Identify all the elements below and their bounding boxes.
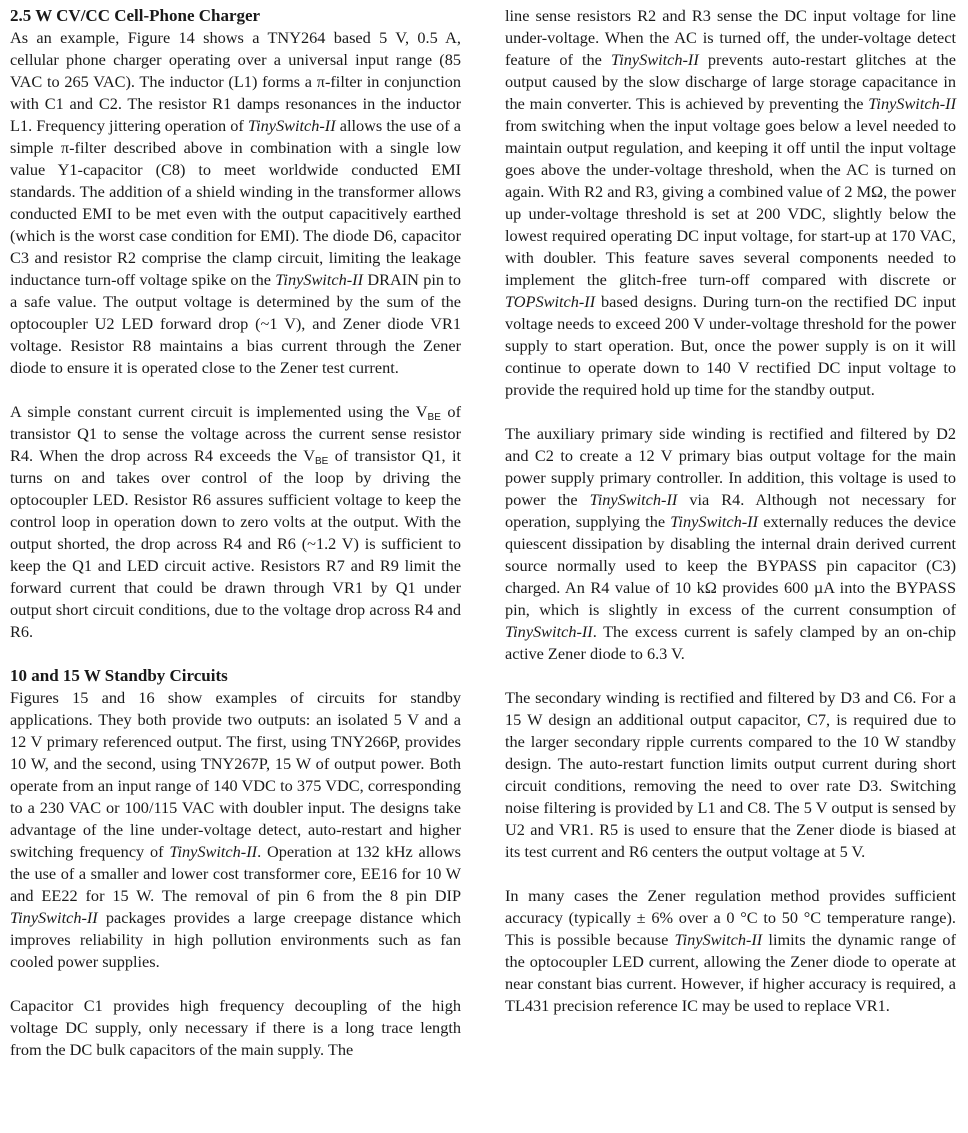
text-run: externally reduces the device quiescent dissipation by disabling the internal drain derived current source normally used to keep the BYPASS pin capacitor (C3) charged. An R4 value of 10 kΩ provides 600 µA into the BYPASS pin, which is slightly in excess of the current consumption of [505, 512, 957, 619]
text-run: A simple constant current circuit is implemented using the V [10, 402, 428, 421]
text-run: Figures 15 and 16 show examples of circuits for standby applications. They both provide two outputs: an isolated 5 V and a 12 V primary referenced output. The first, using TNY266P, provides 10 W, and the second, using TNY267P, 15 W of output power. Both operate from an input range of 140 VDC to 375 VDC, corresponding to a 230 VAC or 100/115 VAC with doubler input. The designs take advantage of the line under-voltage detect, auto-restart and higher switching frequency of [10, 688, 461, 861]
italic-term: TinySwitch-II [868, 94, 956, 113]
italic-term: TinySwitch-II [505, 622, 593, 641]
paragraph-charger-overview [10, 27, 461, 379]
text-run: As an example, Figure 14 shows a TNY264 based 5 V, 0.5 A, cellular phone charger operating over a universal input range (85 VAC to 265 VAC). The inductor (L1) forms a π-filter in conjunction with C1 and C2. The resistor R1 damps resonances in the inductor L1. Frequency jittering operation of [10, 28, 461, 135]
italic-term: TinySwitch-II [275, 270, 363, 289]
paragraph-secondary-winding [505, 687, 956, 863]
paragraph-standby-overview [10, 687, 461, 973]
text-run: of transistor Q1, it turns on and takes over control of the loop by driving the optocoupler LED. Resistor R6 assures sufficient voltage to keep the control loop in operation down to zero volts at the output. With the output shorted, the drop across R4 and R6 (~1.2 V) is sufficient to keep the Q1 and LED circuit active. Resistors R7 and R9 limit the forward current that could be drawn through VR1 by Q1 under output short circuit conditions, due to the voltage drop across R4 and R6. [10, 446, 462, 641]
left-column [10, 5, 461, 1061]
italic-term: TinySwitch-II [589, 490, 678, 509]
italic-term: TinySwitch-II [10, 908, 98, 927]
text-run: line sense resistors R2 and R3 sense the DC input voltage for line under-voltage. When the AC is turned off, the under-voltage detect feature of the [505, 6, 956, 69]
paragraph-constant-current [10, 401, 461, 643]
text-run: allows the use of a simple π-filter described above in combination with a single low value Y1-capacitor (C8) to meet worldwide conducted EMI standards. The addition of a shield winding in the transformer allows conducted EMI to be met even with the output capacitively earthed (which is the worst case condition for EMI). The diode D6, capacitor C3 and resistor R2 comprise the clamp circuit, limiting the leakage inductance turn-off voltage spike on the [10, 116, 461, 289]
text-run: Capacitor C1 provides high frequency decoupling of the high voltage DC supply, only necessary if there is a long trace length from the DC bulk capacitors of the main supply. The [10, 996, 461, 1059]
text-run: of transistor Q1 to sense the voltage across the current sense resistor R4. When the drop across R4 exceeds the V [10, 402, 461, 465]
italic-term: TOPSwitch-II [505, 292, 596, 311]
text-run: via R4. Although not necessary for operation, supplying the [505, 490, 957, 531]
text-run: . Operation at 132 kHz allows the use of a smaller and lower cost transformer core, EE16 for 10 W and EE22 for 15 W. The removal of pin 6 from the 8 pin DIP [10, 842, 462, 905]
italic-term: TinySwitch-II [247, 116, 336, 135]
italic-term: TinySwitch-II [611, 50, 699, 69]
text-run: packages provides a large creepage distance which improves reliability in high pollution environments such as fan cooled power supplies. [10, 908, 461, 971]
paragraph-auxiliary-winding [505, 423, 956, 665]
text-run: based designs. During turn-on the rectified DC input voltage needs to exceed 200 V under-voltage threshold for the power supply to start operation. But, once the power supply is on it will continue to operate down to 140 V rectified DC input voltage to provide the required hold up time for the standby output. [505, 292, 956, 399]
section-heading-cell-phone-charger: 2.5 W CV/CC Cell-Phone Charger [10, 6, 261, 25]
text-run: In many cases the Zener regulation method provides sufficient accuracy (typically ± 6% over a 0 °C to 50 °C temperature range). This is possible because [505, 886, 956, 949]
text-run: . The excess current is safely clamped by an on-chip active Zener diode to 6.3 V. [505, 622, 956, 663]
paragraph-line-sense [505, 5, 956, 401]
text-run: from switching when the input voltage goes below a level needed to maintain output regulation, and keeping it off until the input voltage goes above the under-voltage threshold, when the AC is turned on again. With R2 and R3, giving a combined value of 2 MΩ, the power up under-voltage threshold is set at 200 VDC, slightly below the lowest required operating DC input voltage, for start-up at 170 VAC, with doubler. This feature saves several components needed to implement the glitch-free turn-off compared with discrete or [505, 116, 956, 289]
text-run: limits the dynamic range of the optocoupler LED current, allowing the Zener diode to operate at near constant bias current. However, if higher accuracy is required, a TL431 precision reference IC may be used to replace VR1. [505, 930, 956, 1015]
italic-term: TinySwitch-II [674, 930, 763, 949]
right-column [505, 5, 956, 1017]
text-run: The auxiliary primary side winding is rectified and filtered by D2 and C2 to create a 12 V primary bias output voltage for the main power supply primary controller. In addition, this voltage is used to power the [505, 424, 956, 509]
paragraph-capacitor-c1 [10, 995, 461, 1061]
section-heading-standby-circuits: 10 and 15 W Standby Circuits [10, 666, 228, 685]
italic-term: TinySwitch-II [169, 842, 258, 861]
italic-term: TinySwitch-II [670, 512, 759, 531]
text-run: DRAIN pin to a safe value. The output voltage is determined by the sum of the optocoupler U2 LED forward drop (~1 V), and Zener diode VR1 voltage. Resistor R8 maintains a bias current through the Zener diode to ensure it is operated close to the Zener test current. [10, 270, 461, 377]
subscript: BE [427, 412, 441, 423]
text-run: The secondary winding is rectified and filtered by D3 and C6. For a 15 W design an additional output capacitor, C7, is required due to the larger secondary ripple currents compared to the 10 W standby design. The auto-restart function limits output current during short circuit conditions, removing the need to over rate D3. Switching noise filtering is provided by L1 and C8. The 5 V output is sensed by U2 and VR1. R5 is used to ensure that the Zener diode is biased at its test current and R6 centers the output voltage at 5 V. [505, 688, 956, 861]
paragraph-zener-regulation [505, 885, 956, 1017]
text-run: prevents auto-restart glitches at the output caused by the slow discharge of large storage capacitance in the main converter. This is achieved by preventing the [505, 50, 957, 113]
subscript: BE [314, 456, 329, 467]
